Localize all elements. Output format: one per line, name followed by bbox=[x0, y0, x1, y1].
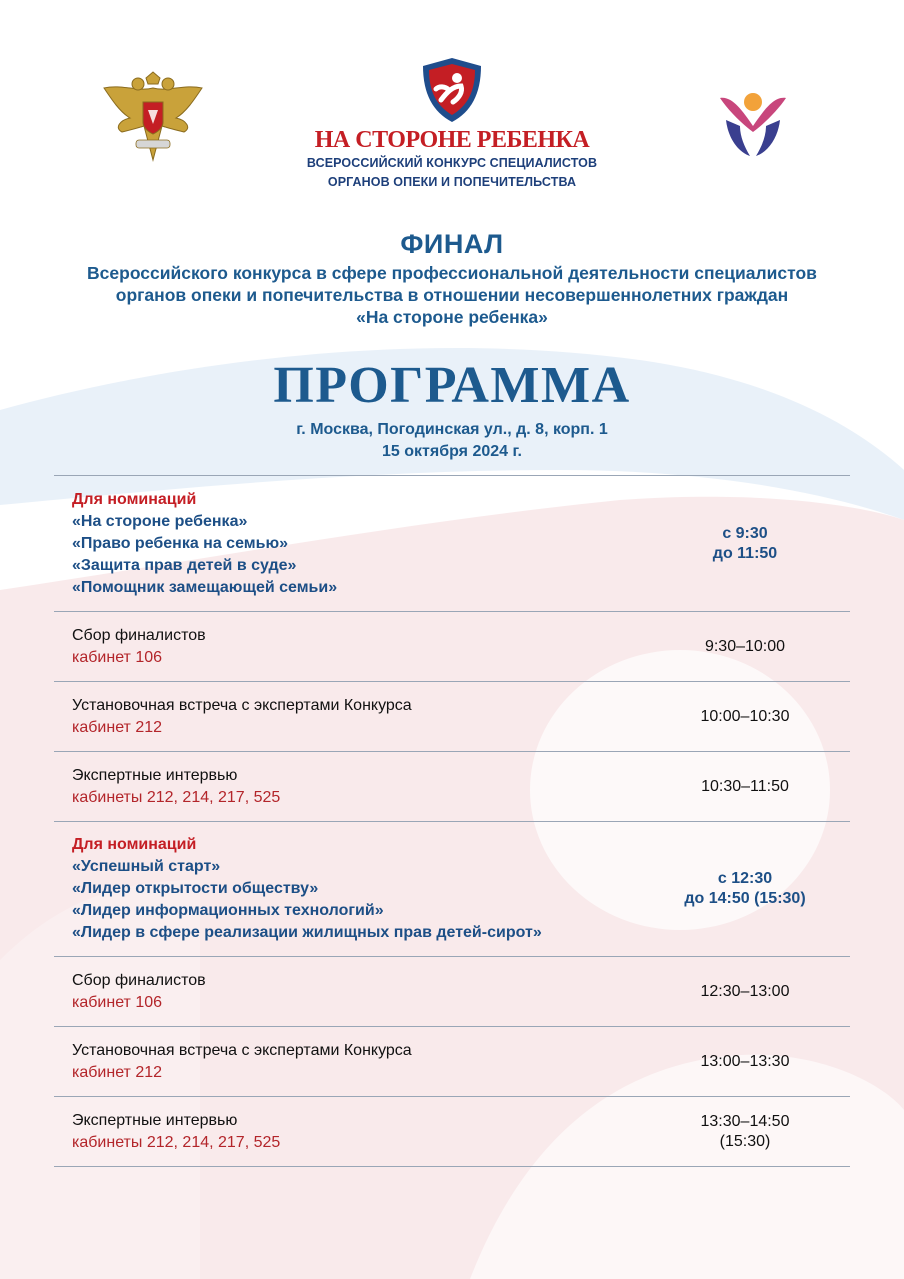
event-title: Сбор финалистов bbox=[72, 971, 206, 989]
brand-title: НА СТОРОНЕ РЕБЕНКА bbox=[314, 127, 590, 153]
nomination-item: «Помощник замещающей семьи» bbox=[72, 578, 338, 596]
event-time-extended: (15:30) bbox=[719, 1132, 771, 1150]
nomination-item: «Право ребенка на семью» bbox=[72, 534, 288, 552]
venue-info bbox=[40, 419, 864, 463]
event-time: 9:30–10:00 bbox=[704, 637, 786, 655]
event-date: 15 октября 2024 г. bbox=[382, 443, 522, 460]
schedule-row bbox=[54, 752, 850, 822]
event-room: кабинет 106 bbox=[72, 648, 163, 666]
time-start: с 9:30 bbox=[722, 524, 768, 542]
schedule-row bbox=[54, 612, 850, 682]
shield-child-icon bbox=[419, 56, 485, 124]
nomination-heading: Для номинаций bbox=[72, 490, 197, 508]
nomination-item: «На стороне ребенка» bbox=[72, 512, 248, 530]
nomination-item: «Лидер в сфере реализации жилищных прав детей-сирот» bbox=[72, 924, 542, 941]
event-time: 12:30–13:00 bbox=[700, 982, 790, 1000]
event-time: 13:00–13:30 bbox=[700, 1052, 790, 1070]
nomination-list bbox=[54, 489, 640, 599]
final-title: ФИНАЛ bbox=[400, 229, 504, 259]
event-room: кабинет 212 bbox=[72, 1063, 163, 1081]
nomination-heading: Для номинаций bbox=[72, 836, 197, 853]
final-description-line-1: Всероссийского конкурса в сфере профессиональной деятельности специалистов bbox=[87, 263, 817, 283]
event-title: Установочная встреча с экспертами Конкурса bbox=[72, 1041, 412, 1059]
event-title: Экспертные интервью bbox=[72, 1111, 238, 1129]
event-title: Установочная встреча с экспертами Конкурса bbox=[72, 696, 412, 714]
schedule-row bbox=[54, 1027, 850, 1097]
nomination-list bbox=[54, 834, 640, 944]
event-time-main: 13:30–14:50 bbox=[700, 1112, 790, 1130]
final-header bbox=[40, 226, 864, 328]
nomination-block-2 bbox=[54, 822, 850, 957]
schedule-table bbox=[54, 475, 850, 1167]
event-time: 10:30–11:50 bbox=[701, 777, 789, 795]
brand-logo bbox=[300, 56, 604, 196]
event-room: кабинеты 212, 214, 217, 525 bbox=[72, 1133, 281, 1151]
nomination-item: «Успешный старт» bbox=[72, 858, 221, 875]
eagle-emblem-icon bbox=[100, 70, 206, 166]
schedule-row bbox=[54, 957, 850, 1027]
final-description-line-2: органов опеки и попечительства в отношении несовершеннолетних граждан bbox=[115, 285, 789, 305]
time-start: с 12:30 bbox=[717, 870, 773, 887]
program-title: ПРОГРАММА bbox=[273, 357, 631, 414]
hands-heart-icon bbox=[712, 80, 794, 162]
final-description-line-3: «На стороне ребенка» bbox=[356, 307, 548, 327]
event-room: кабинет 106 bbox=[72, 993, 163, 1011]
time-end: до 14:50 (15:30) bbox=[684, 890, 806, 907]
brand-subtitle-line-2: ОРГАНОВ ОПЕКИ И ПОПЕЧИТЕЛЬСТВА bbox=[327, 175, 577, 189]
event-title: Сбор финалистов bbox=[72, 626, 206, 644]
nomination-item: «Защита прав детей в суде» bbox=[72, 556, 297, 574]
block-time bbox=[640, 869, 850, 909]
schedule-row bbox=[54, 682, 850, 752]
nomination-block-1 bbox=[54, 476, 850, 612]
brand-subtitle-line-1: ВСЕРОССИЙСКИЙ КОНКУРС СПЕЦИАЛИСТОВ bbox=[306, 156, 598, 170]
event-time: 10:00–10:30 bbox=[700, 707, 790, 725]
block-time bbox=[640, 524, 850, 564]
event-room: кабинет 212 bbox=[72, 718, 163, 736]
event-title: Экспертные интервью bbox=[72, 766, 238, 784]
event-time bbox=[640, 1112, 850, 1152]
event-room: кабинеты 212, 214, 217, 525 bbox=[72, 788, 281, 806]
nomination-item: «Лидер информационных технологий» bbox=[72, 902, 384, 919]
venue-address: г. Москва, Погодинская ул., д. 8, корп. 1 bbox=[296, 421, 608, 438]
schedule-row bbox=[54, 1097, 850, 1167]
time-end: до 11:50 bbox=[712, 544, 778, 562]
nomination-item: «Лидер открытости обществу» bbox=[72, 880, 319, 897]
